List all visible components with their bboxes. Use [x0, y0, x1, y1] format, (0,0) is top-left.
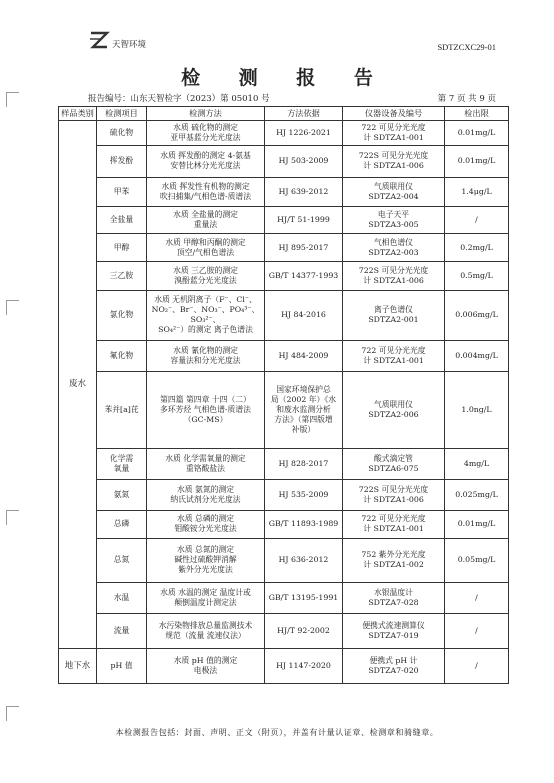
test-methods-table [58, 106, 509, 684]
instrument-cell: 气质联用仪 SDTZA2-004 [343, 177, 445, 206]
standard-cell: HJ 639-2012 [265, 177, 343, 206]
test-item-cell: 氨氮 [97, 480, 147, 510]
detection-limit-cell: 0.025mg/L [445, 480, 509, 510]
binding-mark [6, 300, 19, 315]
footer-note: 本检测报告包括：封面、声明、正文（附页），并盖有计量认证章、检测章和骑缝章。 [115, 728, 439, 737]
table-row [59, 372, 509, 448]
instrument-cell: 722 可见分光光度 计 SDTZA1-001 [343, 120, 445, 145]
method-cell: 水质 氨氮的测定 纳氏试剂分光光度法 [147, 480, 265, 510]
sample-type-cell: 地下水 [59, 649, 97, 684]
standard-cell: HJ 484-2009 [265, 340, 343, 372]
method-cell: 水质 总磷的测定 钼酸铵分光光度法 [147, 510, 265, 538]
report-title: 检 测 报 告 [181, 67, 389, 89]
table-row [59, 290, 509, 340]
test-item-cell: 硫化物 [97, 120, 147, 145]
standard-cell: 国家环境保护总 局（2002 年）《水 和废水监测分析 方法》（第四版增 补版） [265, 372, 343, 448]
standard-cell: HJ 503-2009 [265, 145, 343, 177]
company-name: 天智环境 [112, 40, 147, 50]
header-method: 检测方法 [147, 107, 265, 121]
method-cell: 水质 全盐量的测定 重量法 [147, 206, 265, 233]
binding-mark [6, 706, 19, 721]
instrument-cell: 离子色谱仪 SDTZA2-001 [343, 290, 445, 340]
test-item-cell: 三乙胺 [97, 262, 147, 290]
test-item-cell: 甲醇 [97, 234, 147, 262]
standard-cell: HJ 535-2009 [265, 480, 343, 510]
document-code: SDTZCXC29-01 [437, 42, 496, 52]
standard-cell: HJ/T 92-2002 [265, 614, 343, 649]
test-item-cell: 苯并[a]芘 [97, 372, 147, 448]
standard-cell: GB/T 11893-1989 [265, 510, 343, 538]
table-row [59, 539, 509, 583]
detection-limit-cell: 0.5mg/L [445, 262, 509, 290]
table-row [59, 510, 509, 538]
standard-cell: HJ 1147-2020 [265, 649, 343, 684]
table-row [59, 145, 509, 177]
binding-mark [6, 510, 19, 525]
instrument-cell: 便携式 pH 计 SDTZA7-020 [343, 649, 445, 684]
method-cell: 水质 三乙胺的测定 溴酚蓝分光光度法 [147, 262, 265, 290]
test-item-cell: 总磷 [97, 510, 147, 538]
detection-limit-cell: 0.006mg/L [445, 290, 509, 340]
standard-cell: GB/T 14377-1993 [265, 262, 343, 290]
page-indicator: 第 7 页 共 9 页 [437, 94, 496, 104]
method-cell: 水质 挥发性有机物的测定 吹扫捕集/气相色谱-质谱法 [147, 177, 265, 206]
detection-limit-cell: 0.004mg/L [445, 340, 509, 372]
test-item-cell: 甲苯 [97, 177, 147, 206]
instrument-cell: 酸式滴定管 SDTZA6-075 [343, 448, 445, 480]
method-cell: 水质 氰化物的测定 容量法和分光光度法 [147, 340, 265, 372]
method-cell: 水质 pH 值的测定 电极法 [147, 649, 265, 684]
test-item-cell: 水温 [97, 582, 147, 614]
binding-mark [6, 92, 19, 107]
table-row [59, 262, 509, 290]
instrument-cell: 722S 可见分光光度 计 SDTZA1-006 [343, 262, 445, 290]
standard-cell: GB/T 13195-1991 [265, 582, 343, 614]
method-cell: 水质 硫化物的测定 亚甲基蓝分光光度法 [147, 120, 265, 145]
table-row [59, 120, 509, 145]
test-item-cell: 流量 [97, 614, 147, 649]
detection-limit-cell: / [445, 206, 509, 233]
test-item-cell: 氟化物 [97, 340, 147, 372]
method-cell: 水质 甲醇和丙酮的测定 顶空/气相色谱法 [147, 234, 265, 262]
detection-limit-cell: 0.01mg/L [445, 145, 509, 177]
header-detection-limit: 检出限 [445, 107, 509, 121]
test-item-cell: 氯化物 [97, 290, 147, 340]
instrument-cell: 便携式流速测算仪 SDTZA7-019 [343, 614, 445, 649]
instrument-cell: 722S 可见分光光度 计 SDTZA1-006 [343, 480, 445, 510]
standard-cell: HJ/T 51-1999 [265, 206, 343, 233]
table-row [59, 614, 509, 649]
method-cell: 水质 水温的测定 温度计或 颠倒温度计测定法 [147, 582, 265, 614]
standard-cell: HJ 828-2017 [265, 448, 343, 480]
table-row [59, 448, 509, 480]
instrument-cell: 电子天平 SDTZA3-005 [343, 206, 445, 233]
table-row [59, 234, 509, 262]
test-item-cell: 化学需 氧量 [97, 448, 147, 480]
instrument-cell: 722S 可见分光光度 计 SDTZA1-006 [343, 145, 445, 177]
instrument-cell: 722 可见分光光度 计 SDTZA1-001 [343, 510, 445, 538]
instrument-cell: 752 紫外分光光度 计 SDTZA1-002 [343, 539, 445, 583]
instrument-cell: 气相色谱仪 SDTZA2-003 [343, 234, 445, 262]
standard-cell: HJ 895-2017 [265, 234, 343, 262]
logo-mark-icon [88, 30, 110, 52]
table-row [59, 480, 509, 510]
method-cell: 第四篇 第四章 十四（二） 多环芳烃 气相色谱-质谱法 （GC-MS） [147, 372, 265, 448]
company-logo [88, 30, 146, 52]
table-row [59, 649, 509, 684]
table-body [59, 120, 509, 683]
table-row [59, 340, 509, 372]
detection-limit-cell: 4mg/L [445, 448, 509, 480]
sample-type-cell: 废水 [59, 120, 97, 648]
header-sample-type: 样品类别 [59, 107, 97, 121]
detection-limit-cell: / [445, 649, 509, 684]
test-item-cell: pH 值 [97, 649, 147, 684]
standard-cell: HJ 1226-2021 [265, 120, 343, 145]
detection-limit-cell: 0.01mg/L [445, 510, 509, 538]
detection-limit-cell: 1.0ng/L [445, 372, 509, 448]
report-number: 报告编号：山东天智检字（2023）第 05010 号 [88, 94, 270, 104]
report-meta [88, 92, 496, 104]
detection-limit-cell: / [445, 614, 509, 649]
method-cell: 水污染物排放总量监测技术 规范（流量 流速仪法） [147, 614, 265, 649]
instrument-cell: 722 可见分光光度 计 SDTZA1-001 [343, 340, 445, 372]
method-cell: 水质 化学需氧量的测定 重铬酸盐法 [147, 448, 265, 480]
standard-cell: HJ 84-2016 [265, 290, 343, 340]
detection-limit-cell: 0.01mg/L [445, 120, 509, 145]
header-instrument: 仪器设备及编号 [343, 107, 445, 121]
table-row [59, 177, 509, 206]
test-item-cell: 全盐量 [97, 206, 147, 233]
method-cell: 水质 无机阴离子（F⁻、Cl⁻、 NO₂⁻、Br⁻、NO₃⁻、PO₄³⁻、SO₃²⁻、 SO₄²⁻）的测定 离子色谱法 [147, 290, 265, 340]
instrument-cell: 水银温度计 SDTZA7-028 [343, 582, 445, 614]
detection-limit-cell: 1.4μg/L [445, 177, 509, 206]
detection-limit-cell: 0.2mg/L [445, 234, 509, 262]
method-cell: 水质 挥发酚的测定 4-氨基 安替比林分光光度法 [147, 145, 265, 177]
table-row [59, 582, 509, 614]
header-test-item: 检测项目 [97, 107, 147, 121]
table-header-row [59, 107, 509, 121]
detection-limit-cell: 0.05mg/L [445, 539, 509, 583]
table-row [59, 206, 509, 233]
test-item-cell: 挥发酚 [97, 145, 147, 177]
detection-limit-cell: / [445, 582, 509, 614]
standard-cell: HJ 636-2012 [265, 539, 343, 583]
method-cell: 水质 总氮的测定 碱性过硫酸钾消解 紫外分光光度法 [147, 539, 265, 583]
instrument-cell: 气质联用仪 SDTZA2-006 [343, 372, 445, 448]
header-standard: 方法依据 [265, 107, 343, 121]
test-item-cell: 总氮 [97, 539, 147, 583]
